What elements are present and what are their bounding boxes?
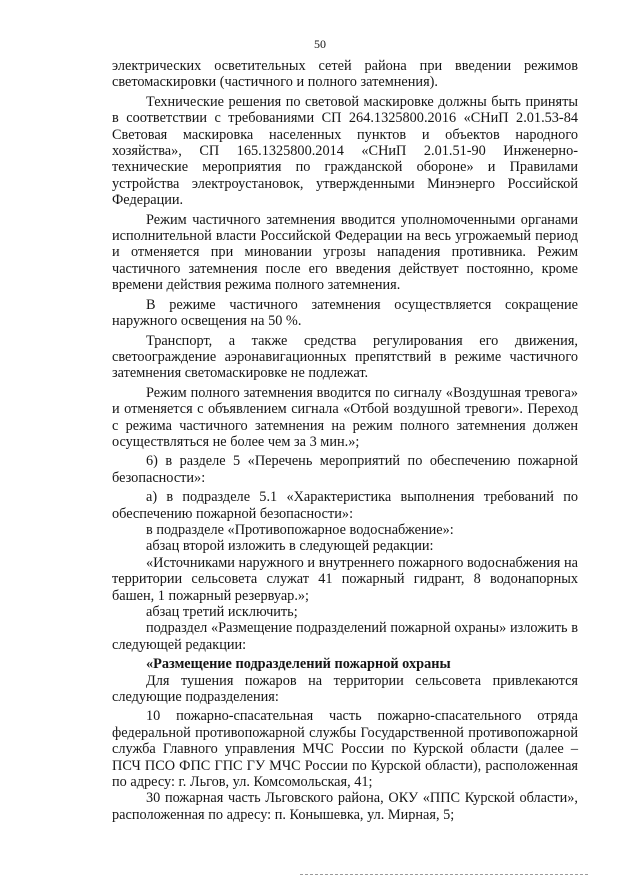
paragraph-blackout-networks: электрических осветительных сетей района при введении режимов светомаскировки (частичного и полного затемнения). [112,58,578,91]
paragraph-unit-10: 10 пожарно-спасательная часть пожарно-спасательного отряда федеральной противопожарной службы Государственной противопожарной служба Главного управления МЧС России по Курской области (далее – ПСЧ ПСО ФПС ГПС ГУ МЧС России по Курской области), расположенная по адресу: г. Льгов, ул. Комсомольская, 41; [112,708,578,791]
paragraph-full-blackout-mode: Режим полного затемнения вводится по сигналу «Воздушная тревога» и отменяется с объявлением сигнала «Отбой воздушной тревоги». Переход с режима частичного затемнения на режим полного затемнения должен осуществляться не более чем за 3 мин.»; [112,384,578,450]
page-number: 50 [314,37,326,51]
paragraph-section-5: 6) в разделе 5 «Перечень мероприятий по обеспечению пожарной безопасности»: [112,453,578,486]
paragraph-unit-30: 30 пожарная часть Льговского района, ОКУ «ППС Курской области», расположенная по адресу: п. Конышевка, ул. Мирная, 5; [112,790,578,823]
paragraph-second-abzac: абзац второй изложить в следующей редакции: [146,538,434,555]
paragraph-fire-units-subsection: подраздел «Размещение подразделений пожарной охраны» изложить в следующей редакции: [112,620,578,653]
paragraph-water-sources: «Источниками наружного и внутреннего пожарного водоснабжения на территории сельсовета служат 41 пожарный гидрант, 8 водонапорных башен, 1 пожарный резервуар.»; [112,554,578,604]
page-bottom-divider [300,874,588,876]
paragraph-partial-blackout-mode: Режим частичного затемнения вводится уполномоченными органами исполнительной власти Российской Федерации на весь угрожаемый период и отменяется при миновании угрозы нападения противника. Режим частичного затемнения после его введения действует постоянно, кроме времени действия режима полного затемнения. [112,211,578,294]
paragraph-units-intro: Для тушения пожаров на территории сельсовета привлекаются следующие подразделения: [112,672,578,706]
section-heading-fire-units: «Размещение подразделений пожарной охраны [146,656,451,673]
paragraph-water-supply-subsection: в подразделе «Противопожарное водоснабжение»: [146,521,454,538]
document-body [112,58,578,823]
paragraph-transport: Транспорт, а также средства регулирования его движения, светоограждение аэронавигационных препятствий в режиме частичного затемнения светомаскировке не подлежат. [112,332,578,382]
paragraph-lighting-reduction: В режиме частичного затемнения осуществляется сокращение наружного освещения на 50 %. [112,296,578,330]
paragraph-subsection-5-1: а) в подразделе 5.1 «Характеристика выполнения требований по обеспечению пожарной безопасности»: [112,489,578,522]
paragraph-third-abzac: абзац третий исключить; [146,604,298,620]
paragraph-technical-solutions: Технические решения по световой маскировке должны быть приняты в соответствии с требованиями СП 264.1325800.2016 «СНиП 2.01.53-84 Световая маскировка населенных пунктов и объектов народного хозяйства», СП 165.1325800.2014 «СНиП 2.01.51-90 Инженерно-технические мероприятия по гражданской обороне» и Правилами устройства электроустановок, утвержденными Минэнерго Российской Федерации. [112,93,578,209]
